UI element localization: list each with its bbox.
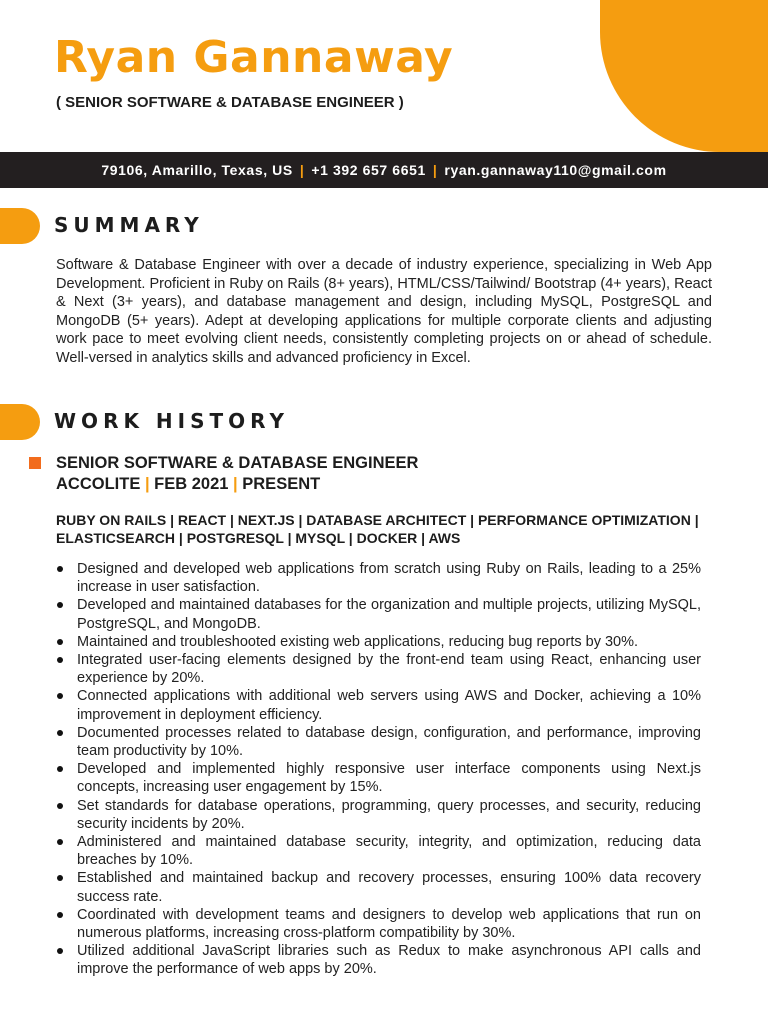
header-corner-decoration (600, 0, 768, 152)
job-separator: | (233, 475, 238, 493)
job-end-date: PRESENT (242, 475, 321, 493)
job-marker (29, 457, 41, 469)
job-start-date: FEB 2021 (154, 475, 229, 493)
list-item: Documented processes related to database design, configuration, and performance, improving team productivity by 10%. (56, 724, 701, 760)
list-item: Integrated user-facing elements designed by the front-end team using React, enhancing user experience by 20%. (56, 651, 701, 687)
job-title-subtitle: ( SENIOR SOFTWARE & DATABASE ENGINEER ) (56, 94, 404, 111)
summary-text: Software & Database Engineer with over a decade of industry experience, specializing in Web App Development. Proficient in Ruby on Rails (8+ years), HTML/CSS/Tailwind/ Bootstrap (4+ years), React & Next (3+ years), and database management and design, including MySQL, PostgreSQL and MongoDB (5+ years). Adept at developing applications for multiple corporate clients and adjusting work pace to meet evolving client needs, consistently completing projects on or ahead of schedule. Well-versed in analytics skills and advanced proficiency in Excel. (56, 257, 712, 366)
contact-email[interactable]: ryan.gannaway110@gmail.com (444, 162, 667, 178)
job-separator: | (144, 475, 150, 493)
candidate-name: Ryan Gannaway (54, 32, 454, 83)
job-skills: RUBY ON RAILS | REACT | NEXT.JS | DATABASE ARCHITECT | PERFORMANCE OPTIMIZATION | ELASTICSEARCH | POSTGRESQL | MYSQL | DOCKER | AWS (56, 512, 699, 546)
summary-section-tab (0, 208, 40, 244)
work-history-section-tab (0, 404, 40, 440)
contact-separator: | (432, 162, 438, 178)
contact-separator: | (299, 162, 305, 178)
job-bullet-list (56, 560, 701, 979)
job-header (56, 453, 418, 495)
contact-location: 79106, Amarillo, Texas, US (101, 162, 293, 178)
job-position: SENIOR SOFTWARE & DATABASE ENGINEER (56, 454, 419, 472)
list-item: Administered and maintained database security, integrity, and optimization, reducing data breaches by 10%. (56, 833, 701, 869)
list-item: Developed and maintained databases for the organization and multiple projects, utilizing MySQL, PostgreSQL, and MongoDB. (56, 596, 701, 632)
job-company: ACCOLITE (56, 475, 141, 493)
contact-bar (0, 152, 768, 188)
summary-heading: SUMMARY (54, 213, 204, 237)
list-item: Coordinated with development teams and designers to develop web applications that run on numerous platforms, increasing cross-platform compatibility by 30%. (56, 906, 701, 942)
work-history-heading: WORK HISTORY (54, 409, 289, 433)
list-item: Developed and implemented highly responsive user interface components using Next.js concepts, increasing user engagement by 15%. (56, 760, 701, 796)
job-company-line (56, 474, 418, 495)
list-item: Connected applications with additional web servers using AWS and Docker, achieving a 10% improvement in deployment efficiency. (56, 687, 701, 723)
list-item: Utilized additional JavaScript libraries such as Redux to make asynchronous API calls and improve the performance of web apps by 20%. (56, 942, 701, 978)
contact-phone[interactable]: +1 392 657 6651 (311, 162, 426, 178)
list-item: Established and maintained backup and recovery processes, ensuring 100% data recovery success rate. (56, 869, 701, 905)
list-item: Designed and developed web applications from scratch using Ruby on Rails, leading to a 25% increase in user satisfaction. (56, 560, 701, 596)
list-item: Maintained and troubleshooted existing web applications, reducing bug reports by 30%. (56, 633, 701, 651)
list-item: Set standards for database operations, programming, query processes, and security, reducing security incidents by 20%. (56, 797, 701, 833)
